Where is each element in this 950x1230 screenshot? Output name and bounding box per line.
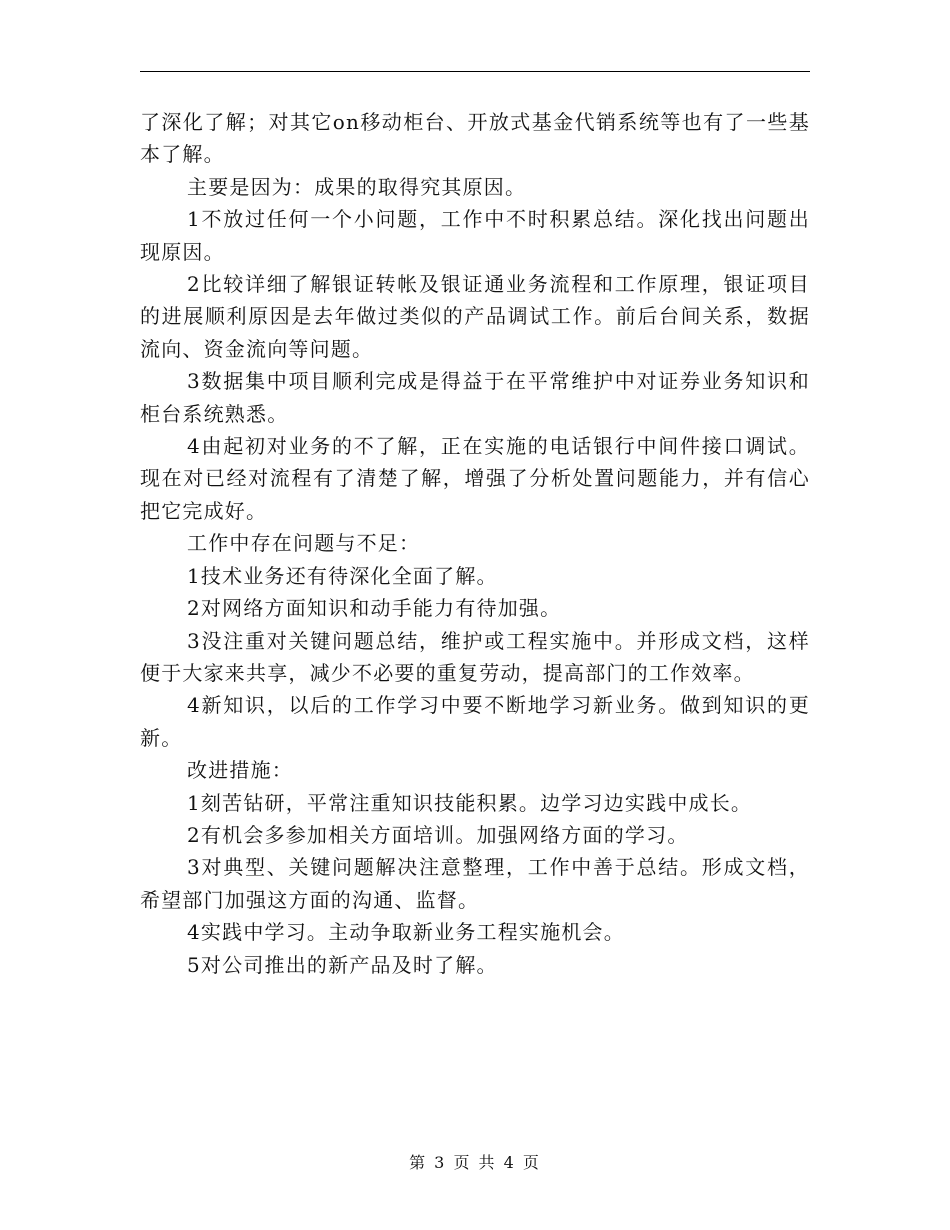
paragraph: 主要是因为：成果的取得究其原因。 [187, 174, 527, 199]
list-item: 4新知识，以后的工作学习中要不断地学习新业务。做到知识的更新。 [140, 693, 810, 750]
page-footer [0, 1152, 950, 1174]
list-item: 2有机会多参加相关方面培训。加强网络方面的学习。 [187, 822, 689, 847]
paragraph: 1不放过任何一个小问题，工作中不时积累总结。深化找出问题出现原因。 [140, 207, 810, 264]
section-heading: 工作中存在问题与不足： [187, 531, 421, 556]
current-page-number: 3 [434, 1153, 447, 1172]
footer-suffix: 页 [522, 1153, 541, 1172]
paragraph: 2比较详细了解银证转帐及银证通业务流程和工作原理，银证项目的进展顺利原因是去年做过类似的产品调试工作。前后台间关系，数据流向、资金流向等问题。 [140, 272, 810, 361]
list-item: 3对典型、关键问题解决注意整理，工作中善于总结。形成文档，希望部门加强这方面的沟通、监督。 [140, 855, 810, 912]
total-pages-number: 4 [503, 1153, 516, 1172]
header-rule [140, 71, 810, 72]
list-item: 2对网络方面知识和动手能力有待加强。 [187, 596, 562, 621]
list-item: 1技术业务还有待深化全面了解。 [187, 563, 498, 588]
list-item: 5对公司推出的新产品及时了解。 [187, 952, 498, 977]
footer-middle: 页 共 [453, 1153, 497, 1172]
footer-prefix: 第 [409, 1153, 428, 1172]
paragraph: 了深化了解；对其它on移动柜台、开放式基金代销系统等也有了一些基本了解。 [140, 110, 810, 167]
paragraph: 3数据集中项目顺利完成是得益于在平常维护中对证券业务知识和柜台系统熟悉。 [140, 369, 810, 426]
section-heading: 改进措施： [187, 758, 293, 783]
document-body [140, 106, 810, 981]
list-item: 4实践中学习。主动争取新业务工程实施机会。 [187, 920, 625, 945]
list-item: 3没注重对关键问题总结，维护或工程实施中。并形成文档，这样便于大家来共享，减少不必要的重复劳动，提高部门的工作效率。 [140, 628, 810, 685]
paragraph: 4由起初对业务的不了解，正在实施的电话银行中间件接口调试。现在对已经对流程有了清楚了解，增强了分析处置问题能力，并有信心把它完成好。 [140, 434, 810, 523]
list-item: 1刻苦钻研，平常注重知识技能积累。边学习边实践中成长。 [187, 790, 753, 815]
